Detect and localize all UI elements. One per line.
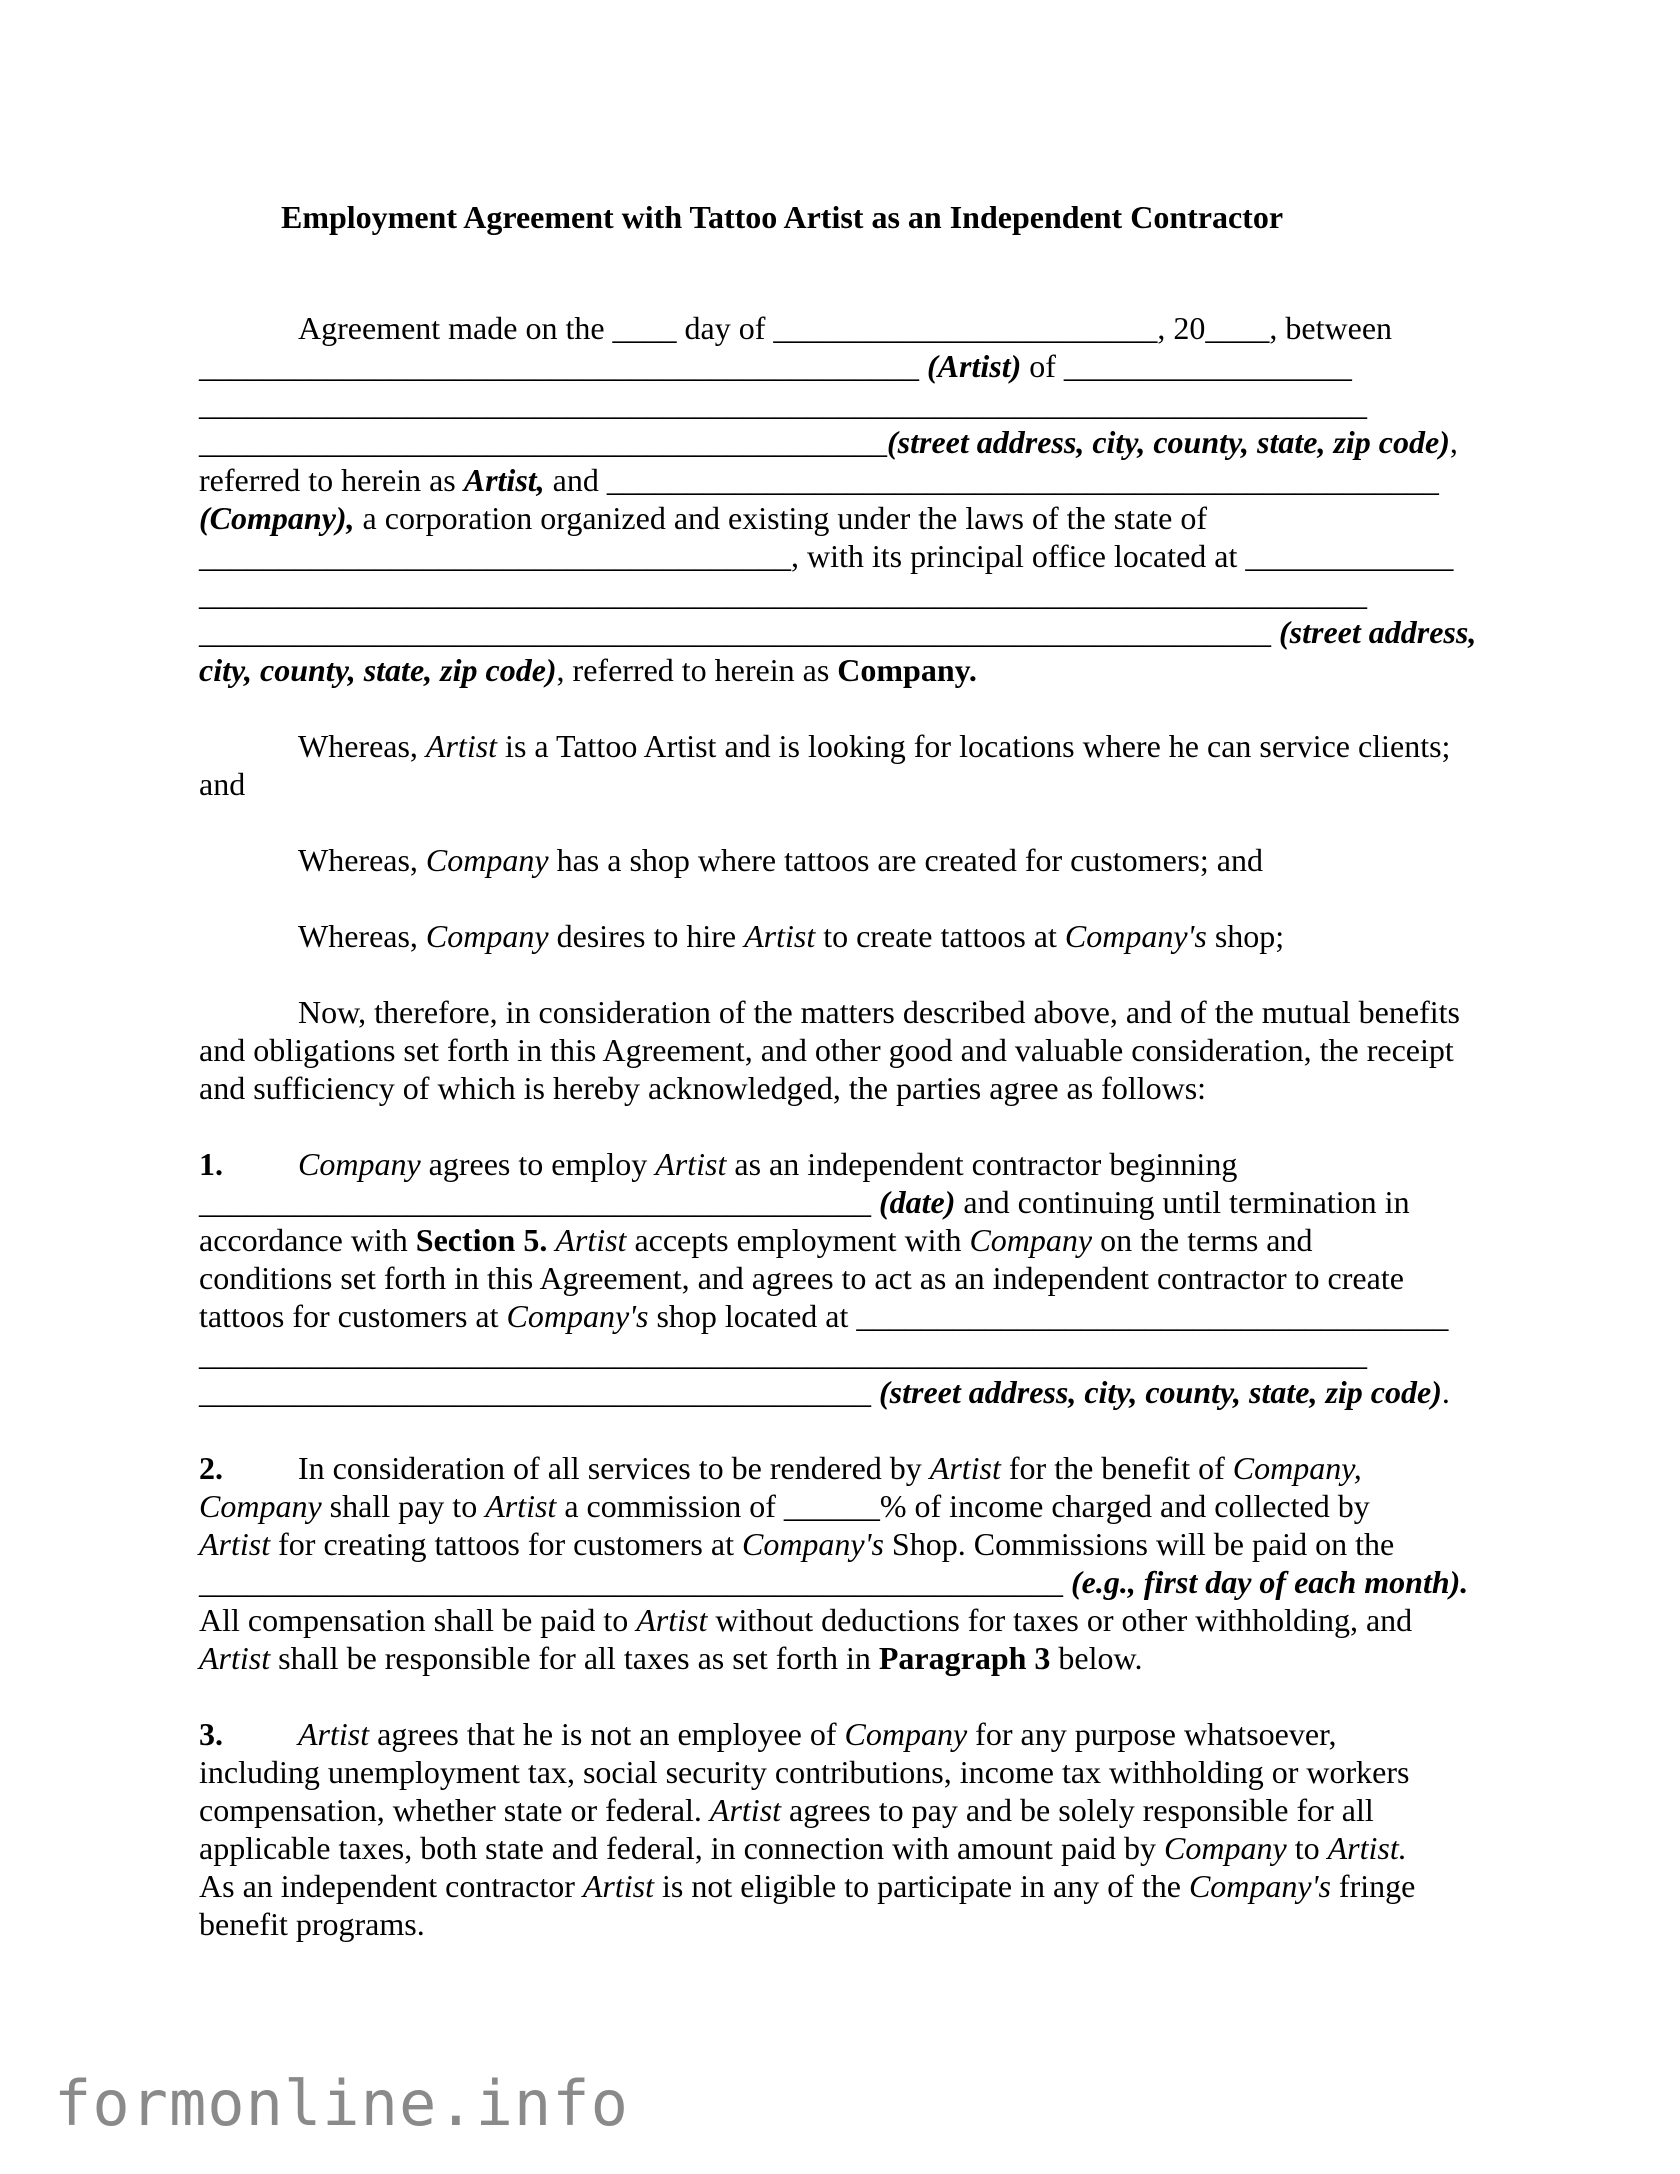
- section-number: 2.: [199, 1450, 223, 1486]
- section-line: Company shall pay to Artist a commission of ______% of income charged and collected by: [199, 1488, 1370, 1524]
- intro-line: ___________________________________________________________________ (street address,: [199, 614, 1477, 650]
- section-number: 1.: [199, 1146, 223, 1182]
- section-line: All compensation shall be paid to Artist without deductions for taxes or other withholding, and: [199, 1602, 1413, 1638]
- intro-line: _________________________________________________________________________: [199, 386, 1367, 422]
- whereas-clause: Whereas, Company desires to hire Artist to create tattoos at Company's shop;: [298, 918, 1285, 954]
- document-body: [199, 309, 1489, 1943]
- intro-line: _________________________________________________________________________: [199, 576, 1367, 612]
- section-line: Artist shall be responsible for all taxes as set forth in Paragraph 3 below.: [199, 1640, 1143, 1676]
- section-1: [199, 1145, 1489, 1411]
- section-line: conditions set forth in this Agreement, and agrees to act as an independent contractor to create: [199, 1260, 1404, 1296]
- intro-line: _____________________________________________ (Artist) of __________________: [199, 348, 1352, 384]
- intro-line: (Company), a corporation organized and existing under the laws of the state of: [199, 500, 1208, 536]
- section-3: [199, 1715, 1489, 1943]
- section-line: benefit programs.: [199, 1906, 425, 1942]
- section-number: 3.: [199, 1716, 223, 1752]
- section-line: 1. Company agrees to employ Artist as an independent contractor beginning: [199, 1146, 1238, 1182]
- whereas-clause: Whereas, Company has a shop where tattoos are created for customers; and: [298, 842, 1263, 878]
- section-line: Artist for creating tattoos for customers at Company's Shop. Commissions will be paid on the: [199, 1526, 1395, 1562]
- intro-line: Agreement made on the ____ day of ________________________, 20____, between: [298, 310, 1393, 346]
- section-line: __________________________________________ (date) and continuing until termination in: [199, 1184, 1410, 1220]
- section-line: accordance with Section 5. Artist accepts employment with Company on the terms and: [199, 1222, 1313, 1258]
- now-therefore-clause: Now, therefore, in consideration of the matters described above, and of the mutual benefits and obligations set forth in this Agreement, and other good and valuable consideration, the receipt and sufficiency of which is hereby acknowledged, the parties agree as follows:: [199, 994, 1460, 1106]
- intro-line: _____________________________________, with its principal office located at _____________: [199, 538, 1454, 574]
- section-line: As an independent contractor Artist is not eligible to participate in any of the Company's fringe: [199, 1868, 1416, 1904]
- intro-line: referred to herein as Artist, and ____________________________________________________: [199, 462, 1439, 498]
- section-line: 2. In consideration of all services to be rendered by Artist for the benefit of Company,: [199, 1450, 1362, 1486]
- section-line: 3. Artist agrees that he is not an employee of Company for any purpose whatsoever,: [199, 1716, 1337, 1752]
- section-line: __________________________________________ (street address, city, county, state, zip code).: [199, 1374, 1450, 1410]
- section-line: tattoos for customers at Company's shop located at _____________________________________: [199, 1298, 1449, 1334]
- intro-line: ___________________________________________(street address, city, county, state, zip code),: [199, 424, 1458, 460]
- section-line: ______________________________________________________ (e.g., first day of each month).: [199, 1564, 1469, 1600]
- intro-line: city, county, state, zip code), referred to herein as Company.: [199, 652, 977, 688]
- section-2: [199, 1449, 1489, 1677]
- intro-paragraph: [199, 309, 1489, 689]
- section-line: including unemployment tax, social security contributions, income tax withholding or workers: [199, 1754, 1410, 1790]
- whereas-clause: Whereas, Artist is a Tattoo Artist and is looking for locations where he can service clients; and: [199, 728, 1451, 802]
- document-title: Employment Agreement with Tattoo Artist as an Independent Contractor: [280, 199, 1284, 235]
- section-line: compensation, whether state or federal. Artist agrees to pay and be solely responsible for all: [199, 1792, 1374, 1828]
- section-line: _________________________________________________________________________: [199, 1336, 1367, 1372]
- watermark: formonline.info: [54, 2067, 629, 2140]
- section-line: applicable taxes, both state and federal, in connection with amount paid by Company to Artist.: [199, 1830, 1407, 1866]
